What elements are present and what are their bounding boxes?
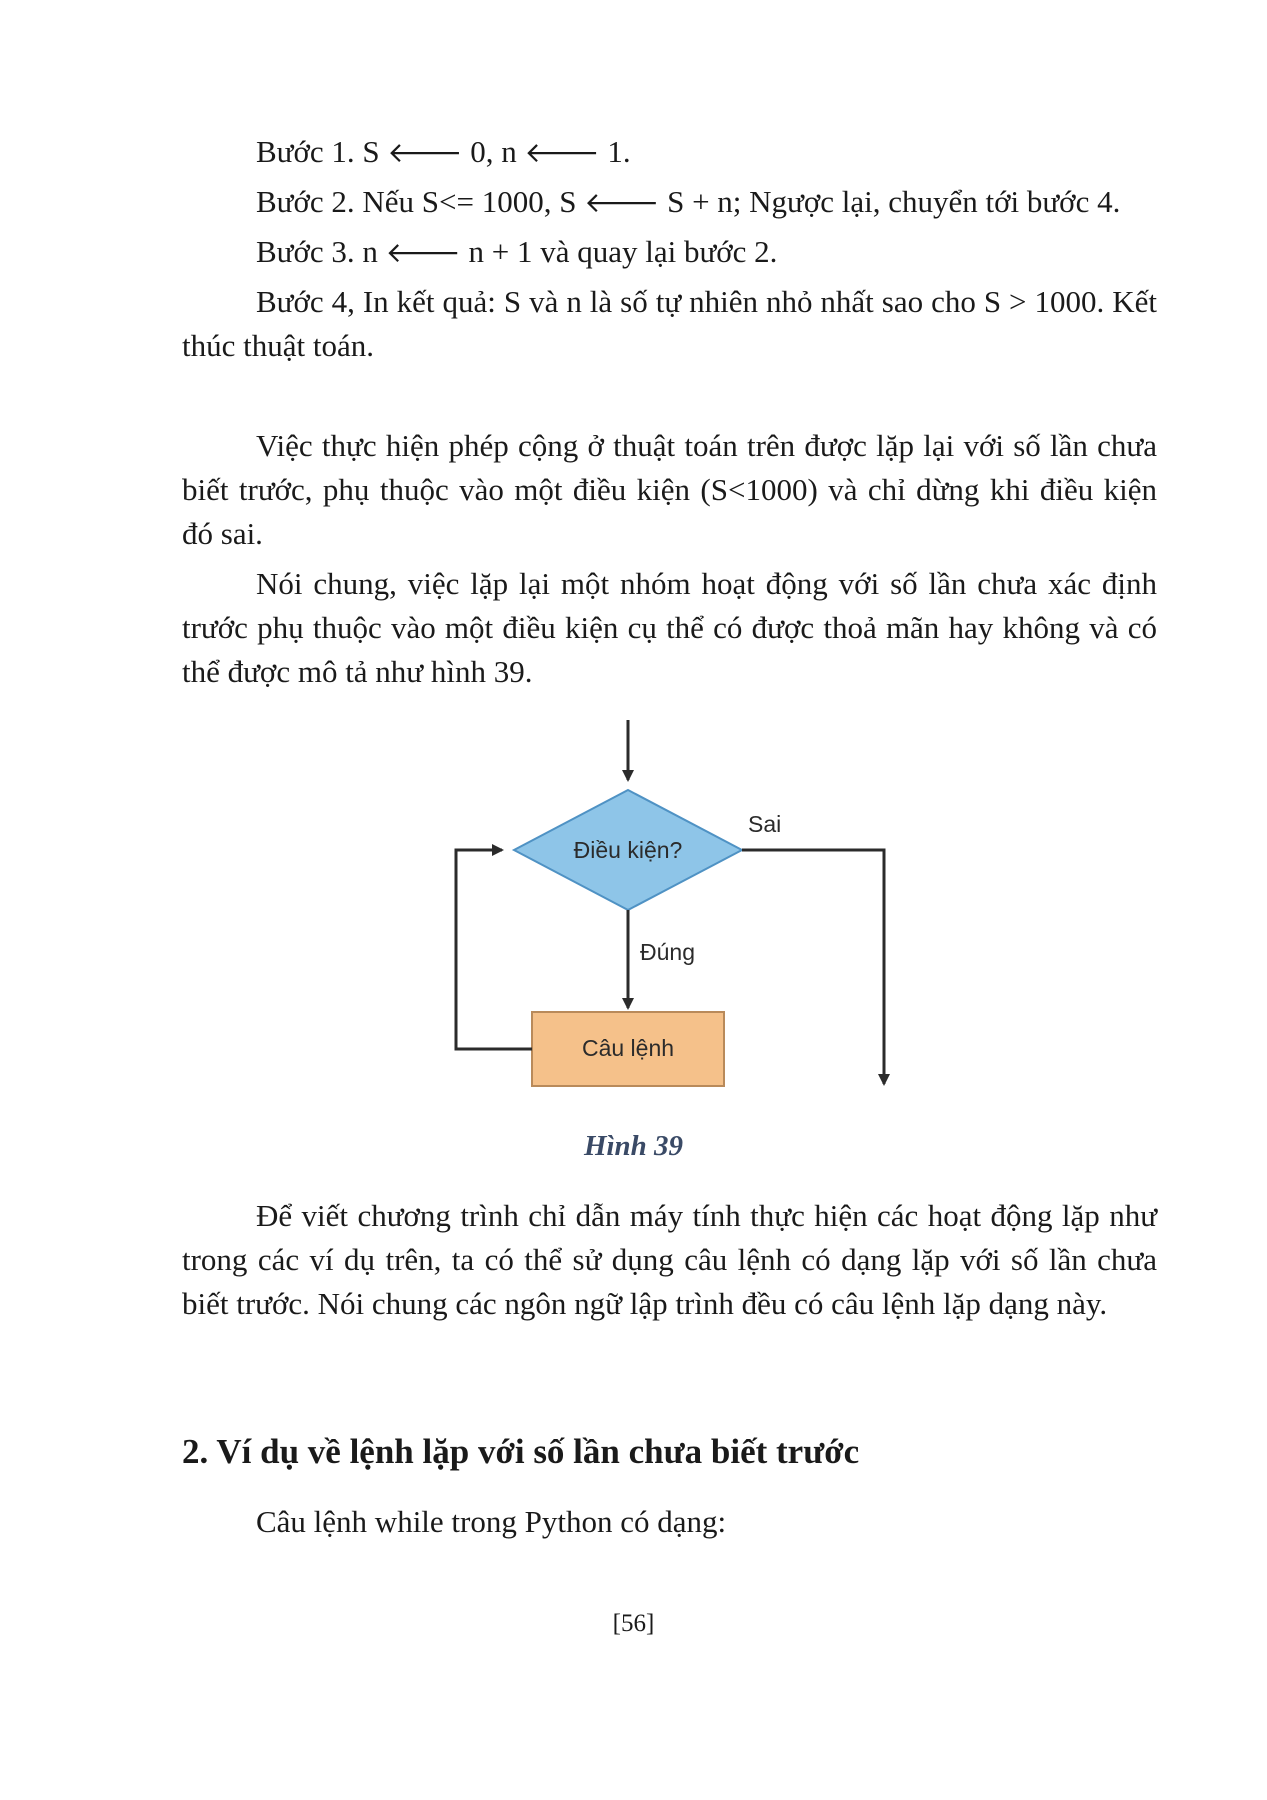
paragraph-3: Để viết chương trình chỉ dẫn máy tính thực hiện các hoạt động lặp như trong các ví dụ trên, ta có thể sử dụng câu lệnh có dạng lặp với số lần chưa biết trước. Nói chung các ngôn ngữ lập trình đều có câu lệnh lặp dạng này. — [182, 1198, 1157, 1321]
section-heading: 2. Ví dụ về lệnh lặp với số lần chưa biết trước — [182, 1432, 860, 1471]
step-2: Bước 2. Nếu S<= 1000, S 🡐 S + n; Ngược lại, chuyển tới bước 4. — [256, 184, 1121, 219]
paragraph-2: Nói chung, việc lặp lại một nhóm hoạt động với số lần chưa xác định trước phụ thuộc vào một điều kiện cụ thể có được thoả mãn hay không và có thể được mô tả như hình 39. — [182, 566, 1157, 689]
left-arrow-icon: 🡐 — [584, 186, 660, 219]
left-arrow-icon: 🡐 — [385, 236, 461, 269]
step-1: Bước 1. S 🡐 0, n 🡐 1. — [256, 134, 631, 169]
figure-caption: Hình 39 — [583, 1130, 684, 1162]
page-number: [56] — [612, 1610, 655, 1637]
paragraph-4: Câu lệnh while trong Python có dạng: — [256, 1504, 727, 1539]
statement-label: Câu lệnh — [581, 1035, 675, 1061]
false-branch-arrow — [742, 850, 884, 1084]
paragraph-1: Việc thực hiện phép cộng ở thuật toán trên được lặp lại với số lần chưa biết trước, phụ thuộc vào một điều kiện (S<1000) và chỉ dừng khi điều kiện đó sai. — [182, 428, 1157, 551]
left-arrow-icon: 🡐 — [387, 136, 463, 169]
step-3: Bước 3. n 🡐 n + 1 và quay lại bước 2. — [256, 234, 778, 269]
loop-back-arrow — [456, 850, 532, 1049]
condition-label: Điều kiện? — [573, 837, 683, 863]
true-label: Đúng — [640, 939, 695, 965]
step-4: Bước 4, In kết quả: S và n là số tự nhiên nhỏ nhất sao cho S > 1000. Kết thúc thuật toán. — [182, 284, 1157, 363]
false-label: Sai — [748, 811, 782, 837]
flowchart-figure — [452, 718, 900, 1116]
left-arrow-icon: 🡐 — [524, 136, 600, 169]
